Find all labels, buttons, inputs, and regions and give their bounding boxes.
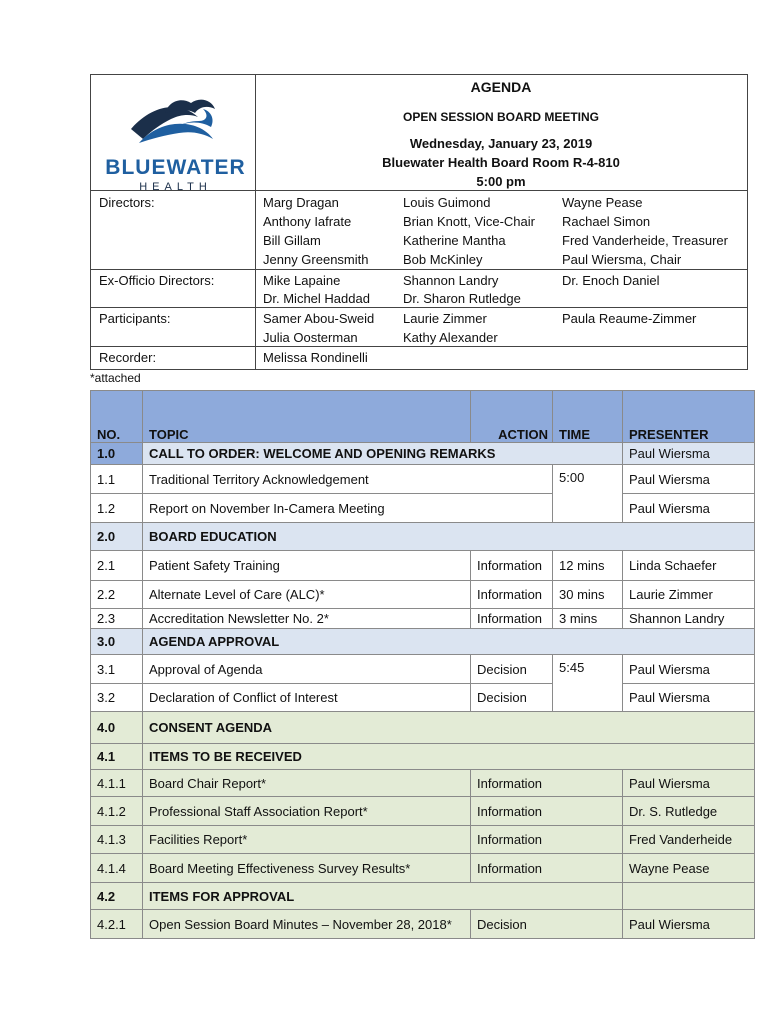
row-topic: Board Meeting Effectiveness Survey Results*	[143, 854, 471, 883]
table-row	[91, 443, 755, 465]
table-row	[91, 655, 755, 684]
meeting-time: 5:00 pm	[476, 174, 526, 189]
row-presenter-empty	[623, 883, 755, 910]
participant-name: Laurie Zimmer	[403, 311, 487, 326]
header-no: NO.	[91, 391, 143, 443]
row-presenter: Fred Vanderheide	[623, 826, 755, 854]
row-topic: Professional Staff Association Report*	[143, 797, 471, 826]
row-presenter: Dr. S. Rutledge	[623, 797, 755, 826]
row-number: 3.1	[91, 655, 143, 684]
row-presenter: Linda Schaefer	[623, 551, 755, 581]
table-row	[91, 523, 755, 551]
table-row	[91, 826, 755, 854]
row-presenter: Paul Wiersma	[623, 770, 755, 797]
attached-note: *attached	[90, 371, 141, 385]
director-name: Bob McKinley	[403, 252, 483, 267]
director-name: Fred Vanderheide, Treasurer	[562, 233, 728, 248]
recorder-label: Recorder:	[99, 350, 157, 365]
row-action: Information	[471, 826, 623, 854]
row-time: 12 mins	[553, 551, 623, 581]
director-name: Bill Gillam	[263, 233, 321, 248]
participant-name: Paula Reaume-Zimmer	[562, 311, 697, 326]
row-presenter: Paul Wiersma	[623, 494, 755, 523]
row-presenter: Laurie Zimmer	[623, 581, 755, 609]
row-presenter: Shannon Landry	[623, 609, 755, 629]
director-name: Rachael Simon	[562, 214, 651, 229]
row-presenter: Paul Wiersma	[623, 465, 755, 494]
agenda-title: AGENDA	[470, 79, 532, 95]
row-number: 4.1.1	[91, 770, 143, 797]
row-topic: Declaration of Conflict of Interest	[143, 684, 471, 712]
row-number: 4.2	[91, 883, 143, 910]
row-number: 2.1	[91, 551, 143, 581]
director-name: Louis Guimond	[403, 195, 491, 210]
table-row	[91, 494, 755, 523]
row-topic: Facilities Report*	[143, 826, 471, 854]
row-time: 3 mins	[553, 609, 623, 629]
row-action: Decision	[471, 910, 623, 939]
row-number: 4.1	[91, 744, 143, 770]
row-presenter: Wayne Pease	[623, 854, 755, 883]
row-topic: Accreditation Newsletter No. 2*	[143, 609, 471, 629]
header-action: ACTION	[471, 391, 553, 443]
meeting-room: Bluewater Health Board Room R-4-810	[382, 155, 620, 170]
participant-name: Julia Oosterman	[263, 330, 358, 345]
exofficio-name: Dr. Sharon Rutledge	[403, 291, 521, 306]
participant-name: Kathy Alexander	[403, 330, 498, 345]
agenda-table	[90, 390, 755, 939]
table-row	[91, 551, 755, 581]
table-row	[91, 854, 755, 883]
row-number: 2.0	[91, 523, 143, 551]
row-presenter: Paul Wiersma	[623, 910, 755, 939]
header-topic: TOPIC	[143, 391, 471, 443]
exofficio-name: Mike Lapaine	[263, 273, 341, 288]
row-number: 4.1.2	[91, 797, 143, 826]
row-action: Information	[471, 609, 553, 629]
row-action: Decision	[471, 684, 553, 712]
logo-wordmark: BLUEWATER	[105, 156, 246, 179]
participants-label: Participants:	[99, 311, 171, 326]
recorder-name: Melissa Rondinelli	[263, 350, 368, 365]
row-time: 5:45	[553, 655, 623, 712]
table-row	[91, 712, 755, 744]
row-presenter: Paul Wiersma	[623, 443, 755, 465]
row-action: Information	[471, 581, 553, 609]
row-number: 4.1.3	[91, 826, 143, 854]
director-name: Katherine Mantha	[403, 233, 506, 248]
table-row	[91, 797, 755, 826]
director-name: Jenny Greensmith	[263, 252, 369, 267]
header-presenter: PRESENTER	[623, 391, 755, 443]
director-name: Marg Dragan	[263, 195, 339, 210]
meeting-date: Wednesday, January 23, 2019	[409, 136, 593, 151]
table-row	[91, 465, 755, 494]
row-number: 2.3	[91, 609, 143, 629]
director-name: Paul Wiersma, Chair	[562, 252, 682, 267]
directors-label: Directors:	[99, 195, 155, 210]
row-presenter: Paul Wiersma	[623, 684, 755, 712]
row-topic: AGENDA APPROVAL	[143, 629, 755, 655]
row-topic: Alternate Level of Care (ALC)*	[143, 581, 471, 609]
row-number: 1.0	[91, 443, 143, 465]
table-row	[91, 609, 755, 629]
row-time: 5:00	[553, 465, 623, 523]
row-number: 1.1	[91, 465, 143, 494]
exofficio-name: Dr. Enoch Daniel	[562, 273, 660, 288]
table-row	[91, 910, 755, 939]
row-topic: Report on November In-Camera Meeting	[143, 494, 553, 523]
logo-subtitle: HEALTH	[139, 181, 212, 193]
table-row	[91, 770, 755, 797]
director-name: Wayne Pease	[562, 195, 643, 210]
row-topic: Patient Safety Training	[143, 551, 471, 581]
row-topic: BOARD EDUCATION	[143, 523, 755, 551]
table-row	[91, 883, 755, 910]
row-action: Information	[471, 854, 623, 883]
table-row	[91, 581, 755, 609]
row-topic: Traditional Territory Acknowledgement	[143, 465, 553, 494]
row-time: 30 mins	[553, 581, 623, 609]
row-action: Information	[471, 797, 623, 826]
row-number: 1.2	[91, 494, 143, 523]
row-action: Information	[471, 551, 553, 581]
row-topic: Approval of Agenda	[143, 655, 471, 684]
bluewater-health-logo	[103, 87, 248, 193]
row-number: 4.1.4	[91, 854, 143, 883]
row-topic: ITEMS FOR APPROVAL	[143, 883, 623, 910]
row-number: 3.2	[91, 684, 143, 712]
row-action: Information	[471, 770, 623, 797]
table-header-row	[91, 391, 755, 443]
table-row	[91, 744, 755, 770]
director-name: Brian Knott, Vice-Chair	[403, 214, 535, 229]
row-presenter: Paul Wiersma	[623, 655, 755, 684]
exofficio-name: Shannon Landry	[403, 273, 499, 288]
logo-wave-icon	[103, 87, 248, 147]
table-row	[91, 629, 755, 655]
row-number: 2.2	[91, 581, 143, 609]
row-number: 4.0	[91, 712, 143, 744]
header-time: TIME	[553, 391, 623, 443]
table-row	[91, 684, 755, 712]
row-topic: CONSENT AGENDA	[143, 712, 755, 744]
participant-name: Samer Abou-Sweid	[263, 311, 375, 326]
row-number: 4.2.1	[91, 910, 143, 939]
row-topic: CALL TO ORDER: WELCOME AND OPENING REMARKS	[143, 443, 623, 465]
row-topic: ITEMS TO BE RECEIVED	[143, 744, 755, 770]
meeting-header-table	[90, 74, 748, 370]
exofficio-label: Ex-Officio Directors:	[99, 273, 215, 288]
row-topic: Open Session Board Minutes – November 28, 2018*	[143, 910, 471, 939]
exofficio-name: Dr. Michel Haddad	[263, 291, 370, 306]
row-number: 3.0	[91, 629, 143, 655]
meeting-name: OPEN SESSION BOARD MEETING	[402, 110, 600, 124]
row-action: Decision	[471, 655, 553, 684]
director-name: Anthony Iafrate	[263, 214, 352, 229]
row-topic: Board Chair Report*	[143, 770, 471, 797]
